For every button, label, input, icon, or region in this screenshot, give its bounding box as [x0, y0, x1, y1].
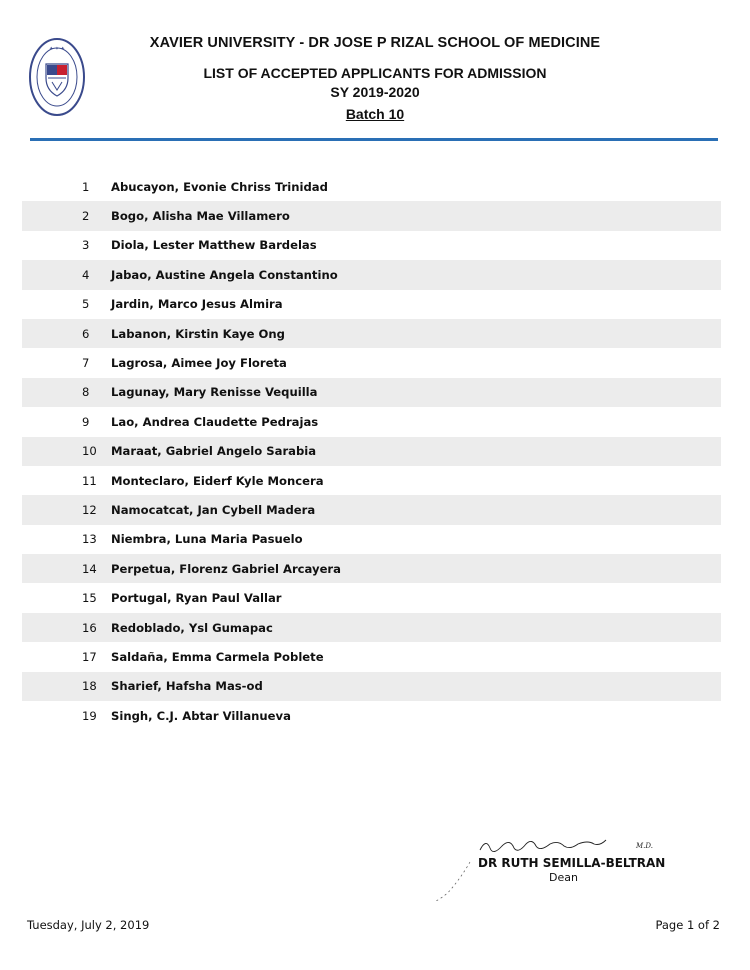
- applicant-number: 8: [82, 385, 90, 400]
- list-item: [22, 407, 721, 436]
- signatory-title: Dean: [549, 871, 578, 884]
- school-year: SY 2019-2020: [330, 84, 420, 100]
- applicant-name: Niembra, Luna Maria Pasuelo: [111, 532, 303, 547]
- applicant-name: Lao, Andrea Claudette Pedrajas: [111, 414, 319, 429]
- applicant-name: Jabao, Austine Angela Constantino: [111, 267, 338, 282]
- applicant-name: Jardin, Marco Jesus Almira: [111, 297, 283, 312]
- list-title: LIST OF ACCEPTED APPLICANTS FOR ADMISSION: [203, 65, 547, 81]
- applicant-number: 5: [82, 297, 90, 312]
- applicant-number: 3: [82, 238, 90, 253]
- applicant-name: Lagunay, Mary Renisse Vequilla: [111, 385, 318, 400]
- applicant-number: 1: [82, 179, 90, 194]
- applicant-name: Monteclaro, Eiderf Kyle Moncera: [111, 473, 324, 488]
- applicant-list: [22, 172, 721, 730]
- list-item: [22, 437, 721, 466]
- list-item: [22, 672, 721, 701]
- applicant-number: 18: [82, 679, 97, 694]
- applicant-number: 14: [82, 561, 97, 576]
- applicant-name: Perpetua, Florenz Gabriel Arcayera: [111, 561, 341, 576]
- print-date: Tuesday, July 2, 2019: [27, 918, 150, 932]
- applicant-number: 7: [82, 356, 90, 371]
- list-item: [22, 260, 721, 289]
- applicant-number: 9: [82, 414, 90, 429]
- list-item: [22, 201, 721, 230]
- batch-label: Batch 10: [345, 106, 405, 122]
- applicant-number: 4: [82, 267, 90, 282]
- list-item: [22, 231, 721, 260]
- applicant-number: 13: [82, 532, 97, 547]
- applicant-name: Abucayon, Evonie Chriss Trinidad: [111, 179, 328, 194]
- applicant-name: Singh, C.J. Abtar Villanueva: [111, 708, 291, 723]
- page-number: Page 1 of 2: [655, 918, 720, 932]
- list-item: [22, 319, 721, 348]
- applicant-number: 2: [82, 209, 90, 224]
- university-name: XAVIER UNIVERSITY - DR JOSE P RIZAL SCHOOL OF MEDICINE: [149, 35, 601, 51]
- header-divider: [30, 138, 718, 141]
- applicant-name: Portugal, Ryan Paul Vallar: [111, 591, 282, 606]
- list-item: [22, 378, 721, 407]
- list-item: [22, 701, 721, 730]
- applicant-number: 6: [82, 326, 90, 341]
- applicant-name: Bogo, Alisha Mae Villamero: [111, 209, 290, 224]
- svg-text:M.D.: M.D.: [636, 842, 653, 850]
- list-item: [22, 466, 721, 495]
- applicant-number: 17: [82, 649, 97, 664]
- applicant-number: 10: [82, 444, 97, 459]
- applicant-name: Namocatcat, Jan Cybell Madera: [111, 502, 316, 517]
- signatory-name: DR RUTH SEMILLA-BELTRAN: [478, 856, 666, 870]
- list-item: [22, 525, 721, 554]
- applicant-name: Labanon, Kirstin Kaye Ong: [111, 326, 285, 341]
- applicant-number: 16: [82, 620, 97, 635]
- list-item: [22, 583, 721, 612]
- list-item: [22, 172, 721, 201]
- applicant-name: Lagrosa, Aimee Joy Floreta: [111, 356, 287, 371]
- applicant-name: Sharief, Hafsha Mas-od: [111, 679, 263, 694]
- applicant-number: 19: [82, 708, 97, 723]
- applicant-number: 15: [82, 591, 97, 606]
- list-item: [22, 290, 721, 319]
- list-item: [22, 642, 721, 671]
- applicant-name: Maraat, Gabriel Angelo Sarabia: [111, 444, 317, 459]
- applicant-number: 11: [82, 473, 97, 488]
- list-item: [22, 613, 721, 642]
- applicant-number: 12: [82, 502, 97, 517]
- applicant-name: Saldaña, Emma Carmela Poblete: [111, 649, 324, 664]
- applicant-name: Diola, Lester Matthew Bardelas: [111, 238, 317, 253]
- list-item: [22, 554, 721, 583]
- svg-text:✦ ✦ ✦: ✦ ✦ ✦: [49, 46, 65, 52]
- list-item: [22, 495, 721, 524]
- list-item: [22, 348, 721, 377]
- applicant-name: Redoblado, Ysl Gumapac: [111, 620, 273, 635]
